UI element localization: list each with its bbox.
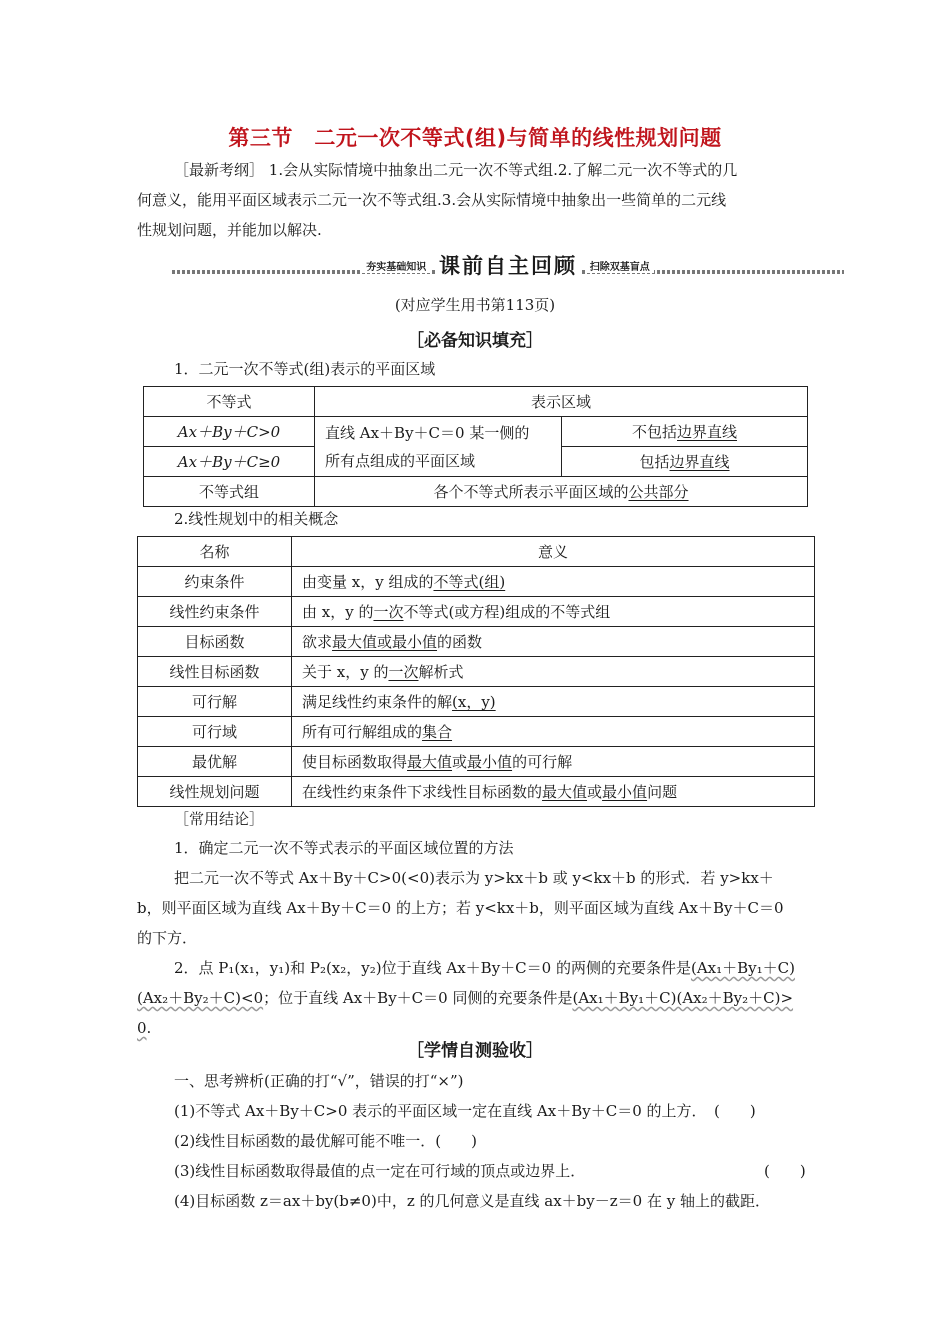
table2-row: [138, 597, 815, 627]
book-reference: (对应学生用书第113页): [394, 296, 556, 314]
table2-term: 线性规划问题: [138, 777, 292, 807]
region-table: [143, 386, 808, 507]
table2-term: 线性约束条件: [138, 597, 292, 627]
conclusion-2-text: 2．点 P₁(x₁，y₁)和 P₂(x₂，y₂)位于直线 Ax＋By＋C＝0 的两侧的充要条件是: [174, 959, 691, 977]
table2-meaning: [292, 657, 815, 687]
outline-text-2: 何意义，能用平面区域表示二元一次不等式组.3.会从实际情境中抽象出一些简单的二元线: [137, 191, 727, 209]
conclusion-1-line2: b，则平面区域为直线 Ax＋By＋C＝0 的上方；若 y<kx＋b，则平面区域为直线 Ax＋By＋C＝0: [137, 899, 784, 917]
conclusion-2-line2: [137, 983, 815, 1013]
section-header-knowledge: ［必备知识填充］: [407, 331, 543, 351]
page-title: 第三节 二元一次不等式(组)与简单的线性规划问题: [228, 126, 722, 150]
table2-answer: 最小值: [467, 753, 513, 771]
table2-answer: 最大值: [542, 783, 588, 801]
question-intro: 一、思考辨析(正确的打“√”，错误的打“×”): [174, 1072, 464, 1090]
item2-title: 2.线性规划中的相关概念: [174, 510, 339, 528]
table2-term: 约束条件: [138, 567, 292, 597]
table2-term: 可行解: [138, 687, 292, 717]
item1-title: 1．二元一次不等式(组)表示的平面区域: [174, 360, 436, 378]
table2-text: 所有可行解组成的: [302, 723, 423, 741]
table2-meaning: [292, 717, 815, 747]
table1-region-desc-2: 所有点组成的平面区域: [325, 451, 476, 470]
conclusion-1-title: 1．确定二元一次不等式表示的平面区域位置的方法: [174, 839, 514, 857]
table2-meaning: [292, 747, 815, 777]
table2-meaning: [292, 627, 815, 657]
table2-meaning: [292, 597, 815, 627]
table2-text: 的可行解: [512, 753, 573, 771]
table2-term: 最优解: [138, 747, 292, 777]
table2-text: 问题: [647, 783, 678, 801]
table1-region-desc: [315, 417, 562, 477]
table2-text: 在线性约束条件下求线性目标函数的: [302, 783, 543, 801]
questions-block: [137, 1066, 815, 1216]
question-3[interactable]: [137, 1156, 815, 1186]
table1-boundary-included: [562, 447, 808, 477]
table2-row: [138, 747, 815, 777]
table2-text: 欲求: [302, 633, 333, 651]
table2-answer: 不等式(组): [433, 573, 506, 591]
question-3-blank[interactable]: ( ): [764, 1162, 806, 1180]
table2-term: 可行域: [138, 717, 292, 747]
table2-text: 不等式(或方程)组成的不等式组: [403, 603, 611, 621]
table2-meaning: [292, 777, 815, 807]
table2-text: 或: [587, 783, 603, 801]
table2-text: 由变量 x，y 组成的: [302, 573, 434, 591]
table2-text: 的函数: [437, 633, 483, 651]
table1-r1c3-answer: 边界直线: [677, 423, 738, 441]
table2-row: [138, 657, 815, 687]
table2-answer: 集合: [422, 723, 453, 741]
outline-label: ［最新考纲］: [174, 161, 265, 179]
table2-answer: 最小值: [602, 783, 648, 801]
table2-header-name: 名称: [138, 537, 292, 567]
table1-header-region: 表示区域: [315, 387, 808, 417]
table1-r2c3-answer: 边界直线: [669, 453, 730, 471]
table2-term: 线性目标函数: [138, 657, 292, 687]
question-3-text: (3)线性目标函数取得最值的点一定在可行域的顶点或边界上．: [174, 1162, 586, 1180]
table2-meaning: [292, 687, 815, 717]
banner-left: 夯实基础知识: [362, 262, 430, 273]
table2-meaning: [292, 567, 815, 597]
conclusion-1-line1: 把二元一次不等式 Ax＋By＋C>0(<0)表示为 y>kx＋b 或 y<kx＋b 的形式．若 y>kx＋: [174, 869, 774, 887]
table2-row: [138, 687, 815, 717]
question-4[interactable]: (4)目标函数 z＝ax＋by(b≠0)中，z 的几何意义是直线 ax＋by－z＝0 在 y 轴上的截距．: [174, 1192, 770, 1210]
table2-answer: (x，y): [452, 693, 496, 711]
table1-boundary-excluded: [562, 417, 808, 447]
table2-answer: 一次: [373, 603, 404, 621]
table2-row: [138, 627, 815, 657]
table2-header-meaning: 意义: [292, 537, 815, 567]
table2-row: [138, 717, 815, 747]
concept-table: [137, 536, 815, 807]
conclusion-label: ［常用结论］: [174, 810, 265, 828]
table2-answer: 最大值: [407, 753, 453, 771]
question-2[interactable]: (2)线性目标函数的最优解可能不唯一．( ): [174, 1132, 477, 1150]
table1-system-region: [315, 477, 808, 507]
banner-center: 课前自主回顾: [435, 254, 581, 278]
conclusion-1-line3: 的下方．: [137, 929, 198, 947]
table1-ineq-nonstrict: Ax＋By＋C≥0: [144, 447, 315, 477]
conclusion-2-line1: [137, 953, 815, 983]
table1-r3c2-answer: 公共部分: [628, 483, 689, 501]
question-1[interactable]: (1)不等式 Ax＋By＋C>0 表示的平面区域一定在直线 Ax＋By＋C＝0 的上方． ( ): [174, 1102, 756, 1120]
table1-header-inequality: 不等式: [144, 387, 315, 417]
table1-ineq-strict: Ax＋By＋C>0: [144, 417, 315, 447]
table2-answer: 最大值或最小值: [332, 633, 438, 651]
conclusion-2-answer-a: (Ax₁＋By₁＋C): [690, 959, 795, 977]
table2-row: [138, 567, 815, 597]
table1-region-desc-1: 直线 Ax＋By＋C＝0 某一侧的: [325, 423, 530, 442]
table1-r1c3-text: 不包括: [631, 423, 677, 441]
conclusion-block: [137, 833, 815, 1043]
conclusion-2-mid: ；位于直线 Ax＋By＋C＝0 同侧的充要条件是: [263, 989, 573, 1007]
table2-text: 或: [452, 753, 468, 771]
conclusion-2-answer-c: (Ax₁＋By₁＋C)(Ax₂＋By₂＋C)>: [572, 989, 794, 1007]
section-header-selftest: ［学情自测验收］: [407, 1041, 543, 1061]
table2-text: 关于 x，y 的: [302, 663, 389, 681]
conclusion-2-end: .: [146, 1019, 152, 1037]
conclusion-2-answer-b: (Ax₂＋By₂＋C)<0: [137, 989, 264, 1007]
conclusion-2-answer-d: 0: [137, 1019, 147, 1037]
table2-term: 目标函数: [138, 627, 292, 657]
outline-text-3: 性规划问题，并能加以解决.: [137, 221, 322, 239]
table2-text: 满足线性约束条件的解: [302, 693, 453, 711]
table1-ineq-system: 不等式组: [144, 477, 315, 507]
table1-r3c2-text: 各个不等式所表示平面区域的: [433, 483, 629, 501]
outline-block: [137, 155, 815, 245]
table2-text: 使目标函数取得: [302, 753, 408, 771]
table2-row: [138, 777, 815, 807]
table1-r2c3-text: 包括: [639, 453, 670, 471]
outline-text-1: 1.会从实际情境中抽象出二元一次不等式组.2.了解二元一次不等式的几: [268, 161, 738, 179]
table2-text: 解析式: [418, 663, 464, 681]
table2-answer: 一次: [388, 663, 419, 681]
banner-right: 扫除双基盲点: [586, 262, 654, 273]
table2-text: 由 x，y 的: [302, 603, 374, 621]
section-banner: [172, 250, 844, 282]
